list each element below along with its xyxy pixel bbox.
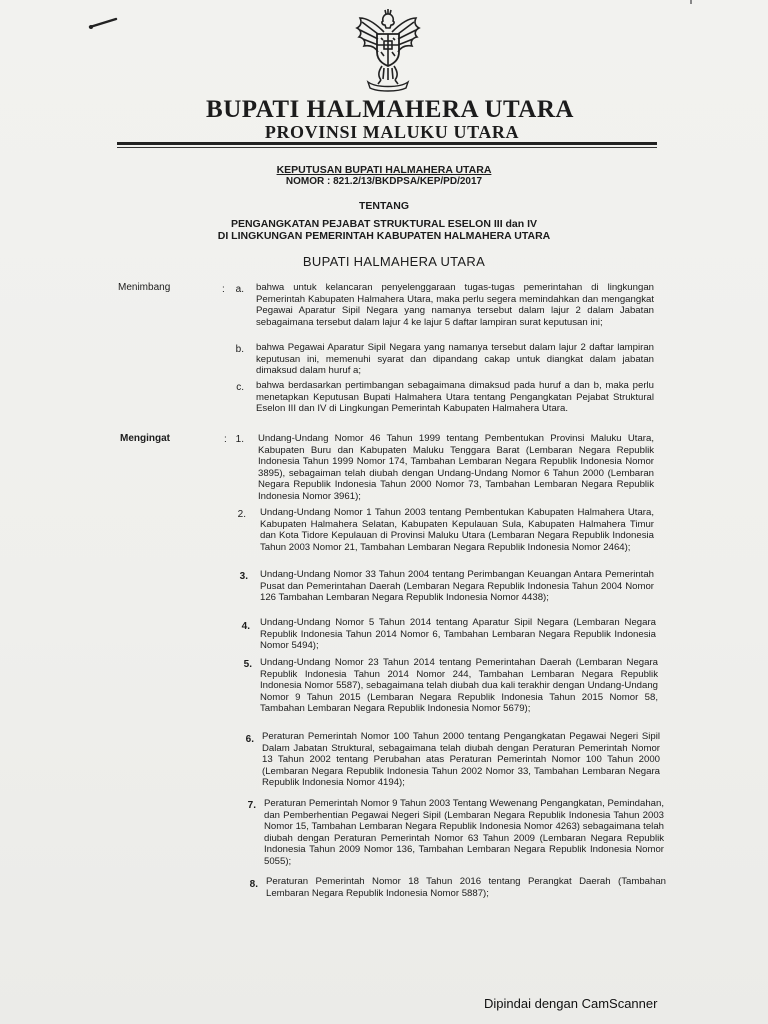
menimbang-marker-b: b. [235, 344, 244, 355]
menimbang-marker-c: c. [236, 382, 244, 393]
menimbang-item-a: bahwa untuk kelancaran penyelenggaraan tugas-tugas pemerintahan di lingkungan Pemerintah Kabupaten Halmahera Utara, maka perlu segera memindahkan dan mengangkat Pegawai Aparatur Sipil Negara yang namanya tersebut dalam lajur 2 dalam Jabatan sebagaimana tersebut dalam lajur 4 ke lajur 5 daftar lampiran surat keputusan ini; [256, 282, 654, 328]
menimbang-item-b: bahwa Pegawai Aparatur Sipil Negara yang namanya tersebut dalam lajur 2 daftar lampiran keputusan ini, memenuhi syarat dan dipandang cakap untuk diangkat dalam jabatan dimaksud dalam huruf a; [256, 342, 654, 377]
decree-subject-line1: PENGANGKATAN PEJABAT STRUKTURAL ESELON III dan IV [230, 218, 538, 230]
decree-about: TENTANG [359, 200, 409, 212]
garuda-emblem-icon [348, 8, 428, 92]
mengingat-marker-3: 3. [239, 571, 248, 582]
menimbang-label: Menimbang [118, 282, 171, 293]
mengingat-item-2: Undang-Undang Nomor 1 Tahun 2003 tentang Pembentukan Kabupaten Halmahera Utara, Kabupaten Halmahera Selatan, Kabupaten Kepulauan Sula, Kabupaten Halmahera Timur dan Kota Tidore Kepulauan di Provinsi Maluku Utara (Lembaran Negara Republik Indonesia Tahun 2003 Nomor 21, Tambahan Lembaran Negara Republik Indonesia Nomor 2464); [260, 507, 654, 553]
mengingat-marker-5: 5. [243, 659, 252, 670]
decree-subject-line2: DI LINGKUNGAN PEMERINTAH KABUPATEN HALMAHERA UTARA [217, 230, 551, 242]
mengingat-marker-1: 1. [235, 434, 244, 445]
mengingat-item-1: Undang-Undang Nomor 46 Tahun 1999 tentang Pembentukan Provinsi Maluku Utara, Kabupaten Buru dan Kabupaten Maluku Tenggara Barat (Lembaran Negara Republik Indonesia Tahun 1999 Nomor 174, Tambahan Lembaran Negara Republik Indonesia Nomor 3895), sebagaiman telah diubah dengan Undang-Undang Nomor 6 Tahun 2000 (Lembaran Negara Republik Indonesia Tahun 2000 Nomor 73, Tambahan Lembaran Negara Republik Indonesia Nomor 3961); [258, 433, 654, 502]
decree-title: KEPUTUSAN BUPATI HALMAHERA UTARA [276, 164, 492, 176]
mengingat-marker-7: 7. [247, 800, 256, 811]
header-rule-thin [117, 147, 657, 148]
decree-issuer: BUPATI HALMAHERA UTARA [302, 254, 486, 269]
header-rule-thick [117, 142, 657, 145]
mengingat-item-3: Undang-Undang Nomor 33 Tahun 2004 tentang Perimbangan Keuangan Antara Pemerintah Pusat dan Pemerintahan Daerah (Lembaran Negara Republik Indonesia Tahun 2004 Nomor 126 Tambahan Lembaran Negara Republik Indonesia Nomor 4438); [260, 569, 654, 604]
menimbang-marker-a: a. [235, 284, 244, 295]
mengingat-marker-4: 4. [241, 621, 250, 632]
scan-speck [690, 0, 692, 4]
mengingat-marker-6: 6. [245, 734, 254, 745]
scanner-watermark: Dipindai dengan CamScanner [484, 996, 658, 1011]
regent-title: BUPATI HALMAHERA UTARA [206, 96, 574, 123]
menimbang-colon: : [222, 284, 225, 295]
mengingat-item-8: Peraturan Pemerintah Nomor 18 Tahun 2016 tentang Perangkat Daerah (Tambahan Lembaran Negara Republik Indonesia Nomor 5887); [266, 876, 666, 899]
mengingat-marker-2: 2. [237, 509, 246, 520]
mengingat-item-6: Peraturan Pemerintah Nomor 100 Tahun 2000 tentang Pengangkatan Pegawai Negeri Sipil Dalam Jabatan Struktural, sebagaimana telah diubah dengan Peraturan Pemerintah Nomor 13 Tahun 2002 tentang Perubahan atas Peraturan Pemerintah Nomor 100 Tahun 2000 (Lembaran Negara Republik Indonesia Tahun 2002 Nomor 33, Tambahan Lembaran Negara Republik Indonesia Nomor 4194); [262, 731, 660, 789]
pen-mark-icon [88, 16, 118, 30]
province-title: PROVINSI MALUKU UTARA [264, 122, 520, 142]
mengingat-item-7: Peraturan Pemerintah Nomor 9 Tahun 2003 Tentang Wewenang Pengangkatan, Pemindahan, dan Pemberhentian Pegawai Negeri Sipil (Lembaran Negara Republik Indonesia Tahun 2003 Nomor 15, Tambahan Lembaran Negara Republik Indonesia Nomor 4263) sebagaimana telah diubah dengan Peraturan Pemerintah Nomor 63 Tahun 2009 (Lembaran Negara Republik Indonesia Tahun 2009 Nomor 136, Tambahan Lembaran Negara Republik Indonesia Nomor 5055); [264, 798, 664, 867]
mengingat-item-4: Undang-Undang Nomor 5 Tahun 2014 tentang Aparatur Sipil Negara (Lembaran Negara Republik Indonesia Tahun 2014 Nomor 6, Tambahan Lembaran Negara Republik Indonesia Nomor 5494); [260, 617, 656, 652]
mengingat-label: Mengingat [120, 433, 170, 444]
mengingat-colon: : [224, 434, 227, 445]
mengingat-item-5: Undang-Undang Nomor 23 Tahun 2014 tentang Pemerintahan Daerah (Lembaran Negara Republik Indonesia Tahun 2014 Nomor 244, Tambahan Lembaran Negara Republik Indonesia Nomor 5587), sebagaimana telah diubah dua kali terakhir dengan Undang-Undang Nomor 9 Tahun 2015 (Lembaran Negara Republik Indonesia Tahun 2015 Nomor 58, Tambahan Lembaran Negara Republik Indonesia Nomor 5679); [260, 657, 658, 715]
menimbang-item-c: bahwa berdasarkan pertimbangan sebagaimana dimaksud pada huruf a dan b, maka perlu menetapkan Keputusan Bupati Halmahera Utara tentang Pengangkatan Pejabat Struktural Eselon III dan IV di Lingkungan Pemerintah Kabupaten Halmahera Utara. [256, 380, 654, 415]
mengingat-marker-8: 8. [249, 879, 258, 890]
decree-number: NOMOR : 821.2/13/BKDPSA/KEP/PD/2017 [285, 176, 483, 187]
